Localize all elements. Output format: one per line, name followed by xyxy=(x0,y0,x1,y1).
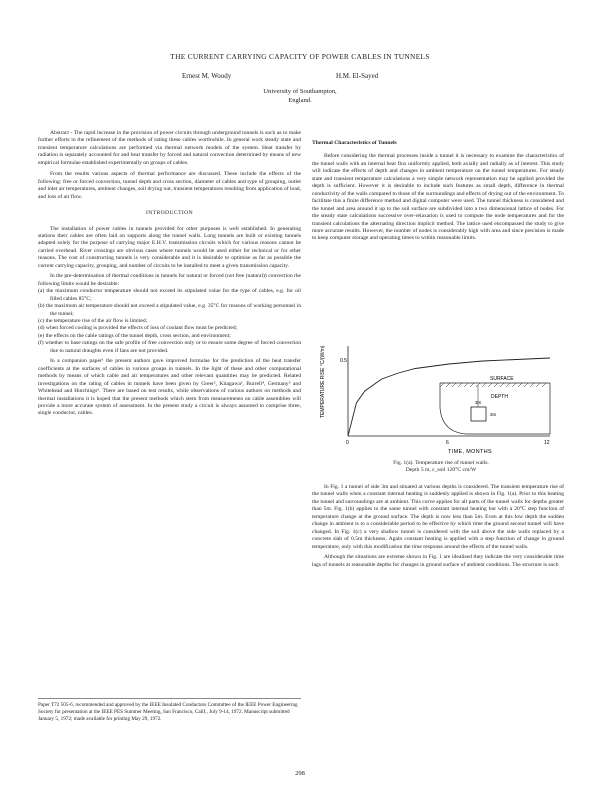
caption-line-2: Depth 5 m, ε_soil 120°C cm/W xyxy=(405,467,477,474)
abstract-paragraph-2: From the results various aspects of thermal performance are discussed. These include the effects of the following: free or forced convection, tunnel depth and cross section, diameter of cables and type of grouping, outlet and inlet air temperatures, ambient changes, soil drying out, transient temperatures resulting from application of load, and loss of air flow. xyxy=(38,171,301,200)
introduction-heading: INTRODUCTION xyxy=(145,210,194,217)
author-2: H.M. El-Sayed xyxy=(336,72,379,80)
figure-caption xyxy=(326,460,556,475)
list-item: (c) the temperature rise of the air flow is limited; xyxy=(38,317,148,324)
width-label: 3m xyxy=(475,400,482,405)
x-axis-label: TIME, MONTHS xyxy=(448,449,493,455)
affiliation-line-1: University of Southampton, xyxy=(263,88,337,95)
intro-paragraph-1: The installation of power cables in tunnels provided for other purposes is well established. In generating stations their cables are often laid on supports along the tunnel walls. Long tunnels are built or existing tunnels adapted solely for the purpose of carrying major E.H.V. transmission circuits which for various reasons cannot be carried overhead. River crossings are obvious cases where tunnels would be used either for technical or for other reasons. The cost of constructing tunnels is very considerable and it is desirable to optimise as far as possible the current carrying capacity, grouping, and number of circuits to be installed to meet a given transmission capacity. xyxy=(38,225,301,269)
abstract-paragraph: Abstract - The rapid increase in the provision of power circuits through underground tunnels is such as to make further efforts in the refinement of the methods of rating these cables worthwhile. In general work steady state and transient temperature calculations are performed via thermal network models of the system. Heat transfer by radiation is separately accounted for and heat transfer by forced and natural convection determined by means of new empirical formulae established experimentally on groups of cables. xyxy=(38,130,301,166)
series-line xyxy=(348,358,550,436)
plot-area xyxy=(320,345,550,455)
author-1: Ernest M. Woody xyxy=(182,72,232,80)
x-tick-label: 12 xyxy=(544,440,550,446)
depth-label: DEPTH xyxy=(491,394,508,400)
caption-line-1: Fig. 1(a). Temperature rise of tunnel walls. xyxy=(393,460,489,466)
x-tick-label: 6 xyxy=(446,440,449,446)
footnote: Paper T72 505-6, recommended and approved by the IEEE Insulated Conductors Committee of the IEEE Power Engineering Society for presentation at the IEEE PES Summer Meeting, San Francisco, Calif., July 9-14, 1972. Manuscript submitted January 5, 1972; made available for printing May 29, 1972. xyxy=(38,698,301,723)
intro-paragraph-2: In the pre-determination of thermal conditions in tunnels for natural or forced (not free (natural)) convection the following limits would be desirable: xyxy=(38,273,301,287)
affiliation xyxy=(0,87,600,105)
figure-1a xyxy=(318,338,568,456)
tunnel-cross-section xyxy=(471,407,486,421)
page-number: 298 xyxy=(295,770,305,777)
thermal-paragraph-2: In Fig. 1 a tunnel of side 3m and situated at various depths is considered. The transient temperature rise of the tunnel walls when a constant internal heating is suddenly applied is shown in Fig. 1(a). Prior to this heating the tunnel and surroundings are at ambient. This curve applies for all parts of the tunnel walls for depths greater than 5m. Fig. 1(b) applies to the same tunnel with constant internal heating but with a 20°C step function of temperature change at the ground surface. The depth is now less than 5m. Even at this low depth the sudden change in ambient is to a considerable period to be effective by which time the ground second tunnel will have changed. In Fig. 1(c) a very shallow tunnel is considered with the soil above the side walls replaced by a concrete slab of 0.5m thickness. Again constant heating is applied with a step function of change in ground temperature, only with this modification the time response around the effects of the tunnel walls. xyxy=(312,484,564,550)
left-column xyxy=(38,130,301,418)
list-item: (b) the maximum air temperature should not exceed a stipulated value, e.g. 35°C for reasons of working personnel in the tunnel; xyxy=(38,303,301,317)
right-column-lower xyxy=(312,484,564,569)
list-item: (d) when forced cooling is provided the effects of loss of coolant flow must be predicted; xyxy=(38,325,238,332)
soil-boundary xyxy=(440,383,550,434)
thermal-heading: Thermal Characteristics of Tunnels xyxy=(312,140,397,146)
x-tick-label: 0 xyxy=(346,440,349,446)
intro-paragraph-3: In a companion paper¹ the present authors gave improved formulae for the prediction of the heat transfer coefficients at the surfaces of cables in various groups in tunnels. In the light of these and other computational methods by means of which cable and air temperatures and other relevant quantities may be predicted. Related investigations on the rating of cables in tunnels have been given by Greer², Kitagawa³, Burrell⁴, Germany⁵ and Whitehead and Hutchings⁶. There are based on test results, while observations of various authors on methods and thermal installations it is hoped that the present methods which stem from measurements on cable assemblies will provide a more accurate system of assessment. In the present study a circuit is always assumed to comprise three, single conductor, cables. xyxy=(38,358,301,417)
height-label: 3m xyxy=(490,412,497,417)
y-tick-label: 0.5 xyxy=(340,358,347,364)
tunnel-inset xyxy=(440,376,550,434)
paper-title: THE CURRENT CARRYING CAPACITY OF POWER CABLES IN TUNNELS xyxy=(170,52,430,61)
y-axis-label: TEMPERATURE RISE °C/(W/m) xyxy=(320,345,326,418)
thermal-paragraph-1: Before considering the thermal processes inside a tunnel it is necessary to examine the characteristics of the tunnel walls with an internal heat flux uniformly applied, both axially and radially as of interest. This study will indicate the effects of depth and changes in ambient temperature on the tunnel temperatures. For steady state and transient temperature calculations a very simple network representation may be applied provided the depth is sufficient. However it is desirable to include such features as small depth, difference in thermal conductivity of the walls compared to those of the surroundings and effects of drying out of the environment. To facilitate this a finite difference method and digital computer were used. The tunnel thickness is considered and the tunnel and area around it up to the soil surface are subdivided into a two dimensional lattice of nodes. For the steady state calculations successive over-relaxation is used to compute the node temperatures and for the transient calculations the alternating direction implicit method. The lattice used encompassed the study to give more accurate results. However, the number of nodes is considerably high with area and since precision is made to keep computer storage and operating times to within reasonable limits. xyxy=(312,153,564,242)
affiliation-line-2: England. xyxy=(288,97,312,104)
right-column xyxy=(312,140,564,243)
soil-hatching xyxy=(440,383,546,387)
list-item: (a) the maximum conductor temperature should not exceed its stipulated value for the type of cables, e.g. for oil filled cables 85°C; xyxy=(38,288,301,302)
thermal-paragraph-3: Although the situations are extreme shown in Fig. 1 are idealised they indicate the very considerable time lags of tunnels at reasonable depths for changes in ground surface of ambient conditions. The structure is such xyxy=(312,554,564,568)
list-item: (f) whether to base ratings on the safe profile of free convection only or to ensure some degree of forced convection due to natural draughts even if fans are not provided. xyxy=(38,340,301,354)
surface-label: SURFACE xyxy=(490,376,514,382)
list-item: (e) the effects on the cable ratings of the tunnel depth, cross section, and environment; xyxy=(38,332,231,339)
